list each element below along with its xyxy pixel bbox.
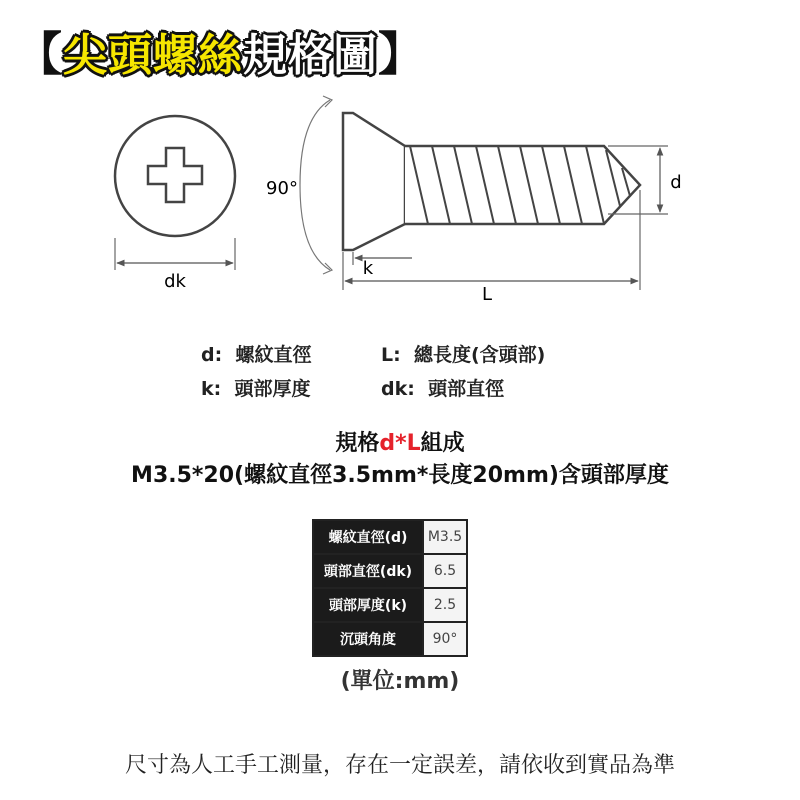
param-value: 90° (423, 622, 467, 656)
d-label: d (670, 172, 682, 193)
screw-side-view (266, 96, 682, 305)
legend-desc: 螺紋直徑 (235, 344, 312, 366)
unit-label: (單位:mm) (340, 669, 460, 694)
spec-example: M3.5*20(螺紋直徑3.5mm*長度20mm)含頭部厚度 (131, 463, 669, 488)
param-label: 沉頭角度 (313, 622, 423, 656)
legend-k (201, 374, 310, 401)
legend-desc: 頭部厚度 (234, 378, 311, 400)
table-row (313, 622, 467, 656)
angle-label: 90° (266, 178, 298, 199)
param-label: 頭部厚度(k) (313, 588, 423, 622)
param-value: 6.5 (423, 554, 467, 588)
L-label: L (481, 284, 493, 305)
title-highlight: 尖頭螺絲 (63, 30, 243, 81)
legend-L (381, 340, 545, 367)
param-label: 頭部直徑(dk) (313, 554, 423, 588)
table-row (313, 554, 467, 588)
spec-suffix: 組成 (420, 431, 465, 456)
table-row (313, 588, 467, 622)
screw-diagram (0, 80, 800, 310)
spec-formula: d*L (379, 431, 421, 456)
legend-desc: 頭部直徑 (428, 378, 505, 400)
param-value: 2.5 (423, 588, 467, 622)
title-rest: 規格圖 (243, 30, 378, 81)
legend-d (201, 340, 311, 367)
legend-desc: 總長度(含頭部) (413, 344, 546, 366)
table-row (313, 520, 467, 554)
spec-heading (0, 426, 800, 457)
k-label: k (362, 258, 374, 279)
dk-label: dk (164, 271, 186, 292)
page-title (16, 18, 425, 84)
legend-key: d: (201, 344, 223, 366)
params-table (312, 519, 468, 657)
param-label: 螺紋直徑(d) (313, 520, 423, 554)
screw-head-top-view (115, 116, 235, 236)
param-value: M3.5 (423, 520, 467, 554)
legend-key: k: (201, 378, 222, 400)
legend-dk (381, 374, 504, 401)
title-close-bracket: 】 (378, 27, 425, 81)
legend-key: dk: (381, 378, 415, 400)
title-open-bracket: 【 (16, 27, 63, 81)
dk-dimension (115, 238, 235, 292)
legend-key: L: (381, 344, 401, 366)
spec-prefix: 規格 (335, 431, 380, 456)
measurement-note: 尺寸為人工手工測量，存在一定誤差，請依收到實品為準 (124, 753, 675, 778)
